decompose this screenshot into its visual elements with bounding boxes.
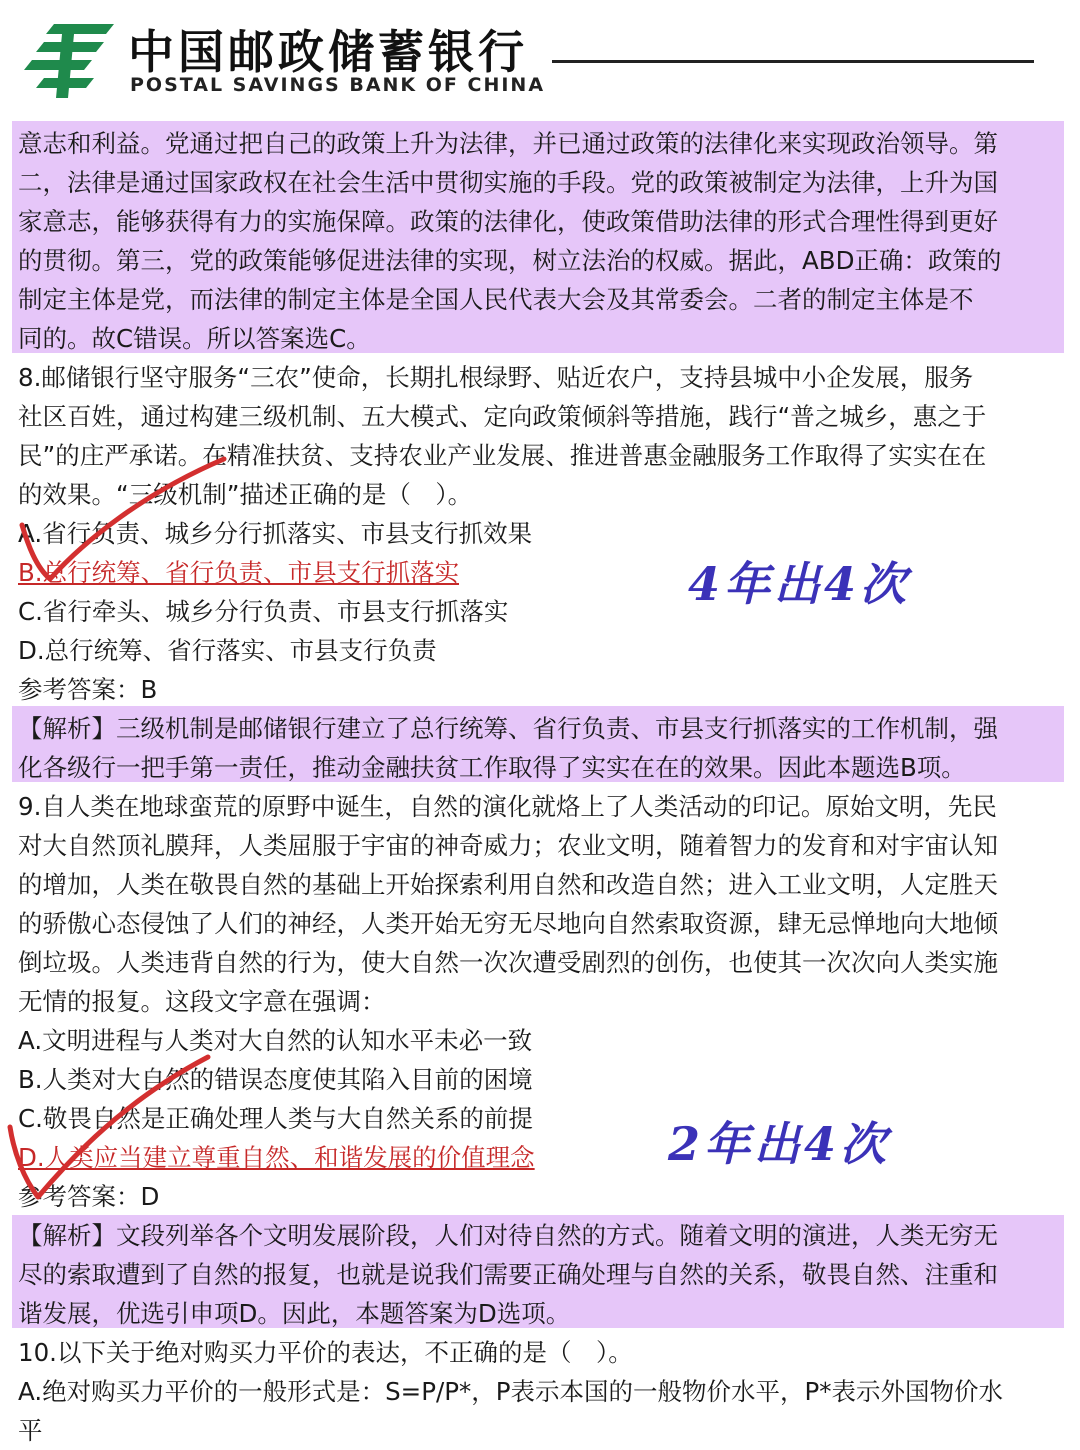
q8-stem-line: 的效果。“三级机制”描述正确的是（ ）。 [18,480,473,509]
header-divider [552,60,1034,63]
q8-stem-line: 8.邮储银行坚守服务“三农”使命，长期扎根绿野、贴近农户，支持县城中小企发展，服务 [18,363,974,392]
prev-explanation-line: 意志和利益。党通过把自己的政策上升为法律，并已通过政策的法律化来实现政治领导。第 [18,129,998,158]
q9-answer: 参考答案：D [18,1182,160,1211]
prev-explanation-line: 家意志，能够获得有力的实施保障。政策的法律化，使政策借助法律的形式合理性得到更好 [18,207,998,236]
prev-explanation-line: 二，法律是通过国家政权在社会生活中贯彻实施的手段。党的政策被制定为法律，上升为国 [18,168,998,197]
q8-frequency-note: 4年出4次 [688,557,911,611]
q9-explanation-line: 【解析】文段列举各个文明发展阶段，人们对待自然的方式。随着文明的演进，人类无穷无 [18,1221,998,1250]
q9-stem-line: 的增加，人类在敬畏自然的基础上开始探索利用自然和改造自然；进入工业文明，人定胜天 [18,870,998,899]
q10-option-a-line: 平 [18,1416,43,1445]
page-header [0,0,1080,118]
q9-stem-line: 的骄傲心态侵蚀了人们的神经，人类开始无穷无尽地向自然索取资源，肆无忌惮地向大地倾 [18,909,998,938]
q8-stem-line: 民”的庄严承诺。在精准扶贫、支持农业产业发展、推进普惠金融服务工作取得了实实在在 [18,441,987,470]
q9-option-d-correct: D.人类应当建立尊重自然、和谐发展的价值理念 [18,1143,535,1172]
prev-explanation-line: 同的。故C错误。所以答案选C。 [18,324,371,353]
q9-frequency-note: 2年出4次 [668,1117,891,1171]
q8-option-d: D.总行统筹、省行落实、市县支行负责 [18,636,437,665]
postal-logo-icon [24,24,114,98]
bank-name-cn: 中国邮政储蓄银行 [128,25,528,79]
q8-check-mark-icon [14,455,234,595]
q10-option-a-line: A.绝对购买力平价的一般形式是：S=P/P*，P表示本国的一般物价水平，P*表示外国物价水 [18,1377,1004,1406]
q9-option-b: B.人类对大自然的错误态度使其陷入目前的困境 [18,1065,533,1094]
q9-stem-line: 无情的报复。这段文字意在强调： [18,987,386,1016]
prev-explanation-line: 的贯彻。第三，党的政策能够促进法律的实现，树立法治的权威。据此，ABD正确：政策的 [18,246,1002,275]
q9-explanation-line: 谐发展，优选引申项D。因此，本题答案为D选项。 [18,1299,571,1328]
q8-option-a: A.省行负责、城乡分行抓落实、市县支行抓效果 [18,519,533,548]
q8-option-c: C.省行牵头、城乡分行负责、市县支行抓落实 [18,597,509,626]
q9-option-a: A.文明进程与人类对大自然的认知水平未必一致 [18,1026,533,1055]
bank-name-en: POSTAL SAVINGS BANK OF CHINA [130,74,546,96]
q9-stem-line: 对大自然顶礼膜拜，人类屈服于宇宙的神奇威力；农业文明，随着智力的发育和对宇宙认知 [18,831,998,860]
q8-stem-line: 社区百姓，通过构建三级机制、五大模式、定向政策倾斜等措施，践行“普之城乡，惠之于 [18,402,987,431]
q9-explanation-line: 尽的索取遭到了自然的报复，也就是说我们需要正确处理与自然的关系，敬畏自然、注重和 [18,1260,998,1289]
q8-explanation-line: 化各级行一把手第一责任，推动金融扶贫工作取得了实实在在的效果。因此本题选B项。 [18,753,966,782]
q10-stem-line: 10.以下关于绝对购买力平价的表达，不正确的是（ ）。 [18,1338,633,1367]
q8-explanation-line: 【解析】三级机制是邮储银行建立了总行统筹、省行负责、市县支行抓落实的工作机制，强 [18,714,998,743]
q8-option-b-correct: B.总行统筹、省行负责、市县支行抓落实 [18,558,460,587]
q9-stem-line: 9.自人类在地球蛮荒的原野中诞生，自然的演化就烙上了人类活动的印记。原始文明，先民 [18,792,997,821]
q9-check-mark-icon [4,1055,214,1205]
prev-explanation-line: 制定主体是党，而法律的制定主体是全国人民代表大会及其常委会。二者的制定主体是不 [18,285,974,314]
q9-option-c: C.敬畏自然是正确处理人类与大自然关系的前提 [18,1104,533,1133]
q8-answer: 参考答案：B [18,675,158,704]
q9-stem-line: 倒垃圾。人类违背自然的行为，使大自然一次次遭受剧烈的创伤，也使其一次次向人类实施 [18,948,998,977]
